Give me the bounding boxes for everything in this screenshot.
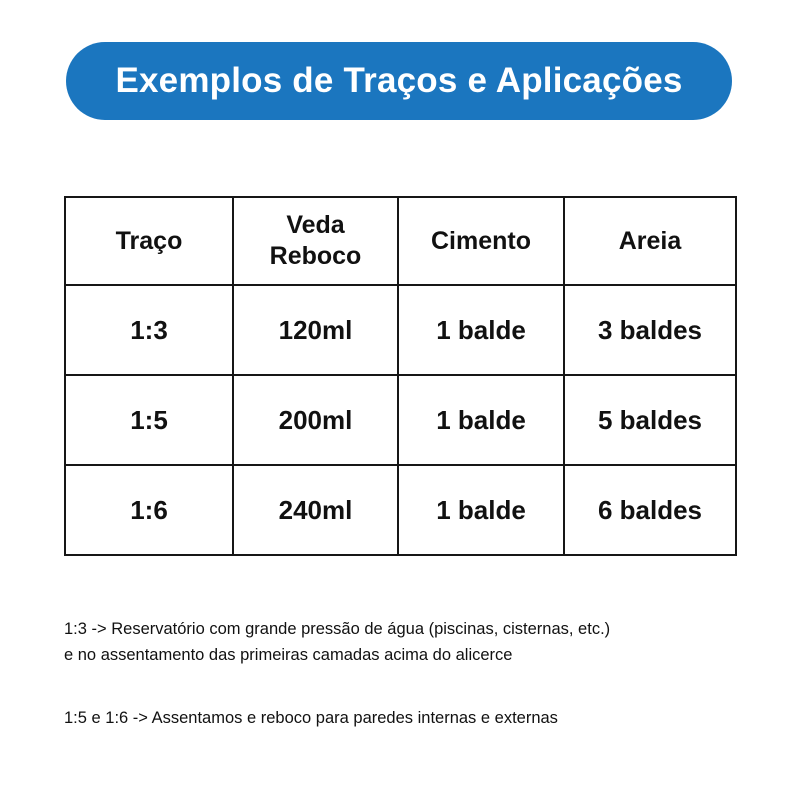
header-veda-reboco-line2: Reboco bbox=[269, 242, 362, 270]
header-cimento-label: Cimento bbox=[431, 226, 531, 255]
cell-veda-reboco: 200ml bbox=[233, 375, 398, 465]
cell-cimento: 1 balde bbox=[398, 285, 564, 375]
note-1-5-1-6 bbox=[64, 705, 764, 731]
table-row bbox=[65, 465, 736, 555]
cell-veda-reboco: 120ml bbox=[233, 285, 398, 375]
note-1-3-line1: 1:3 -> Reservatório com grande pressão de água (piscinas, cisternas, etc.) bbox=[64, 620, 611, 638]
header-traco bbox=[65, 197, 233, 285]
cell-areia: 5 baldes bbox=[564, 375, 736, 465]
header-cimento bbox=[398, 197, 564, 285]
header-areia-label: Areia bbox=[618, 226, 682, 255]
header-areia bbox=[564, 197, 736, 285]
cell-traco: 1:6 bbox=[65, 465, 233, 555]
cell-traco: 1:3 bbox=[65, 285, 233, 375]
note-1-5-1-6-line1: 1:5 e 1:6 -> Assentamos e reboco para paredes internas e externas bbox=[64, 709, 558, 727]
page-title: Exemplos de Traços e Aplicações bbox=[115, 61, 683, 100]
cell-cimento: 1 balde bbox=[398, 375, 564, 465]
table-row bbox=[65, 285, 736, 375]
note-1-3-line2: e no assentamento das primeiras camadas acima do alicerce bbox=[64, 646, 513, 664]
table-header-row bbox=[65, 197, 736, 285]
header-veda-reboco-line1: Veda bbox=[286, 211, 345, 239]
note-1-3 bbox=[64, 616, 764, 668]
title-banner bbox=[66, 42, 732, 120]
header-veda-reboco bbox=[233, 197, 398, 285]
cell-traco: 1:5 bbox=[65, 375, 233, 465]
cell-areia: 6 baldes bbox=[564, 465, 736, 555]
cell-veda-reboco: 240ml bbox=[233, 465, 398, 555]
mix-ratio-table bbox=[64, 196, 737, 556]
cell-cimento: 1 balde bbox=[398, 465, 564, 555]
header-traco-label: Traço bbox=[115, 226, 183, 255]
cell-areia: 3 baldes bbox=[564, 285, 736, 375]
table-row bbox=[65, 375, 736, 465]
